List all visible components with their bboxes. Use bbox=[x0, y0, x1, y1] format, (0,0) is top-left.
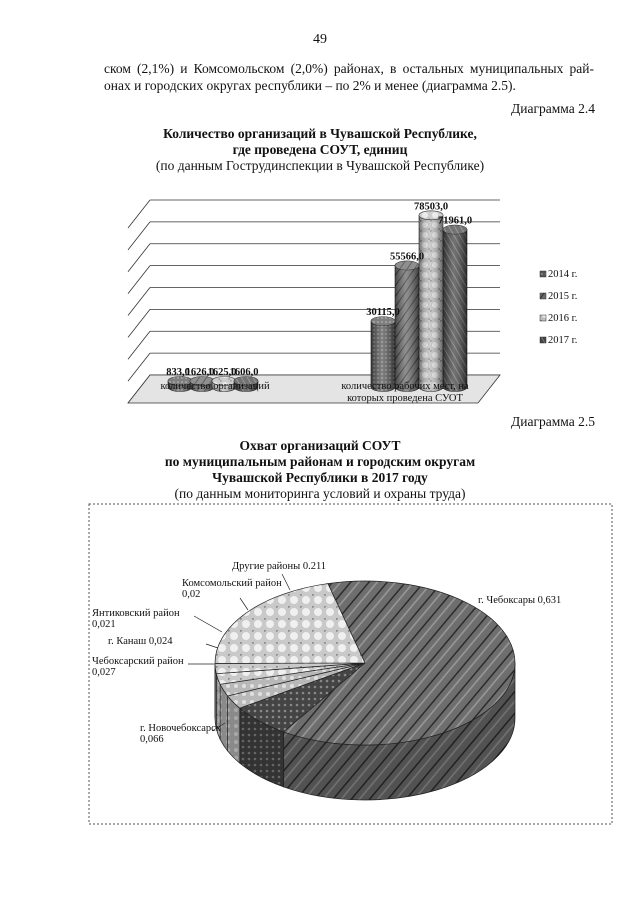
diagram-2-5-title bbox=[0, 438, 640, 502]
bar-1-3 bbox=[443, 225, 467, 391]
svg-text:г. Канаш 0,024: г. Канаш 0,024 bbox=[108, 636, 173, 647]
diagram-2-5-subtitle: (по данным мониторинга условий и охраны труда) bbox=[174, 486, 466, 501]
svg-text:г. Новочебоксарск: г. Новочебоксарск bbox=[140, 723, 221, 734]
diagram-2-4-title-line-2: где проведена СОУТ, единиц bbox=[232, 142, 408, 157]
svg-text:г. Чебоксары 0,631: г. Чебоксары 0,631 bbox=[478, 595, 562, 606]
paragraph-line-1: ском (2,1%) и Комсомольском (2,0%) районах, в остальных муниципальных рай- bbox=[104, 61, 594, 76]
grid-line-left bbox=[128, 222, 150, 250]
value-label-1-3: 71961,0 bbox=[437, 215, 473, 227]
value-label-1-0: 30115,0 bbox=[366, 307, 400, 319]
svg-text:0,066: 0,066 bbox=[140, 734, 164, 745]
diagram-2-4-title-line-1: Количество организаций в Чувашской Республике, bbox=[163, 126, 477, 141]
bar-1-1 bbox=[395, 261, 419, 392]
svg-text:Чебоксарский район: Чебоксарский район bbox=[92, 656, 184, 667]
category-label-1: которых проведена СУОТ bbox=[347, 393, 463, 404]
pie-label-1 bbox=[140, 723, 225, 745]
bar-chart-marks bbox=[168, 211, 467, 392]
grid-line-left bbox=[128, 200, 150, 228]
paragraph-line-2: онах и городских округах республики – по 2% и менее (диаграмма 2.5). bbox=[104, 78, 516, 93]
pie-label-4 bbox=[92, 608, 222, 632]
legend-swatch-3 bbox=[540, 337, 546, 343]
svg-text:0,02: 0,02 bbox=[182, 589, 201, 600]
grid-line-left bbox=[128, 309, 150, 337]
body-paragraph bbox=[104, 60, 594, 94]
pie-label-3 bbox=[108, 636, 218, 648]
pie-chart-marks bbox=[215, 581, 515, 800]
value-label-1-2: 78503,0 bbox=[413, 201, 449, 213]
diagram-2-5-title-line-3: Чувашской Республики в 2017 году bbox=[212, 470, 428, 485]
grid-line-left bbox=[128, 288, 150, 316]
category-label-0: количество организаций bbox=[160, 381, 270, 392]
legend-swatch-1 bbox=[540, 293, 546, 299]
bar-chart-3d bbox=[0, 180, 640, 420]
grid-line-left bbox=[128, 331, 150, 359]
diagram-2-5-title-line-2: по муниципальным районам и городским округам bbox=[164, 454, 476, 469]
legend-swatch-2 bbox=[540, 315, 546, 321]
diagram-2-5-label: Диаграмма 2.5 bbox=[511, 414, 595, 429]
diagram-2-4-label: Диаграмма 2.4 bbox=[511, 101, 595, 116]
pie-chart-3d bbox=[0, 498, 640, 828]
legend-label-3: 2017 г. bbox=[548, 335, 578, 346]
svg-text:0,021: 0,021 bbox=[92, 619, 116, 630]
diagram-2-5-title-line-1: Охват организаций СОУТ bbox=[239, 438, 401, 453]
svg-text:Другие районы 0.211: Другие районы 0.211 bbox=[232, 561, 327, 572]
diagram-2-4-subtitle: (по данным Гострудинспекции в Чувашской Республике) bbox=[155, 158, 485, 173]
value-label-1-1: 55566,0 bbox=[389, 251, 425, 263]
value-label-0-3: 1606,0 bbox=[229, 367, 259, 378]
legend-label-0: 2014 г. bbox=[548, 269, 578, 280]
svg-text:0,027: 0,027 bbox=[92, 667, 116, 678]
legend-swatch-0 bbox=[540, 271, 546, 277]
svg-text:Комсомольский район: Комсомольский район bbox=[182, 578, 282, 589]
bar-chart-legend bbox=[540, 269, 577, 346]
legend-label-1: 2015 г. bbox=[548, 291, 578, 302]
category-label-1: количество рабочих мест, на bbox=[341, 381, 469, 392]
grid-line-left bbox=[128, 244, 150, 272]
pie-label-0 bbox=[478, 595, 561, 606]
grid-line-left bbox=[128, 266, 150, 294]
diagram-2-4-title bbox=[0, 126, 640, 174]
value-label-0-0: 833,0 bbox=[166, 367, 190, 378]
svg-text:Янтиковский район: Янтиковский район bbox=[92, 608, 180, 619]
value-label-0-1: 1626,0 bbox=[185, 367, 215, 378]
pie-label-2 bbox=[92, 656, 214, 678]
value-label-0-2: 1625,0 bbox=[207, 367, 237, 378]
grid-line-left bbox=[128, 353, 150, 381]
legend-label-2: 2016 г. bbox=[548, 313, 578, 324]
page-number: 49 bbox=[313, 32, 327, 47]
bar-1-2 bbox=[419, 211, 443, 392]
